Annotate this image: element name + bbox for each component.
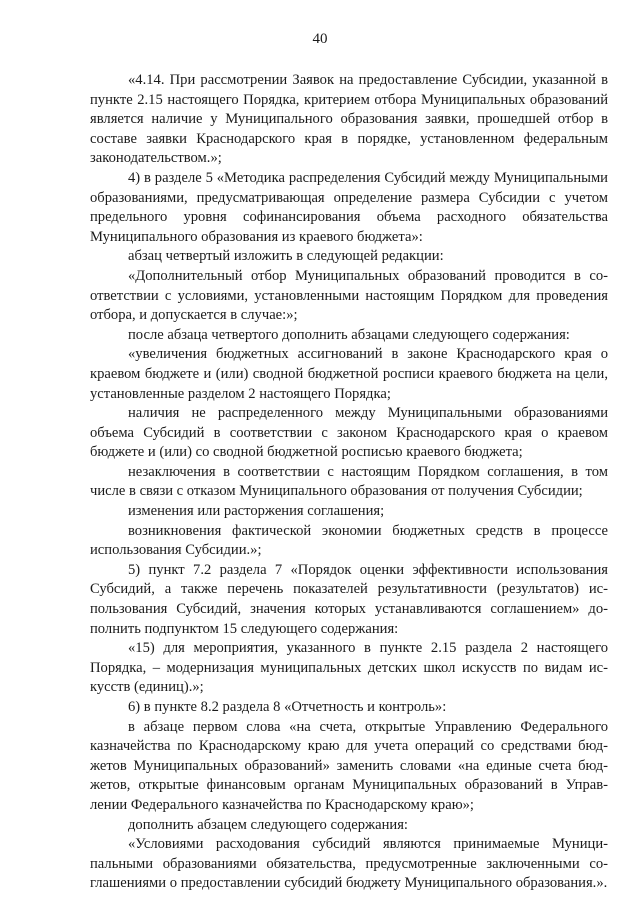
paragraph-amendment-section-7: 5) пункт 7.2 раздела 7 «Порядок оценки эффективности использования Субсидий, а также перечень показателей результативности (результатов) использования Субсидий, значения которых устанавливаются соглашением» дополнить подпунктом 15 следующего содержания: bbox=[90, 561, 608, 637]
paragraph-paragraph-four-instruction: абзац четвертый изложить в следующей редакции: bbox=[128, 248, 444, 265]
paragraph-amendment-section-5: 4) в разделе 5 «Методика распределения Субсидий между Муниципальными образованиями, предусматривающая определение размера Субсидии с учетом предельного уровня софинансирования объема расходного обязательства Муниципального образования из краевого бюджета»: bbox=[90, 169, 608, 245]
page-number: 40 bbox=[312, 31, 328, 47]
paragraph-case-agreement-change: изменения или расторжения соглашения; bbox=[128, 503, 385, 520]
paragraph-case-no-agreement: незаключения в соответствии с настоящим Порядком соглашения, в том числе в связи с отказом Муниципального образования от получения Субсидии; bbox=[90, 463, 608, 500]
paragraph-case-budget-increase: «увеличения бюджетных ассигнований в законе Краснодарского края о краевом бюджете и (или) сводной бюджетной росписи краевого бюджета на цели, установленные разделом 2 настоящего Порядка; bbox=[90, 346, 608, 402]
paragraph-add-instruction: дополнить абзацем следующего содержания: bbox=[128, 816, 408, 833]
paragraph-case-undistributed-volume: наличия не распределенного между Муниципальными образованиями объема Субсидий в соответствии с законом Краснодарского края о краевом бюджете и (или) со сводной бюджетной росписью краевого бюджета; bbox=[90, 405, 608, 461]
paragraph-supplement-instruction: после абзаца четвертого дополнить абзацами следующего содержания: bbox=[128, 326, 570, 343]
paragraph-case-budget-savings: возникновения фактической экономии бюджетных средств в процессе использования Субсидии.»; bbox=[90, 522, 608, 559]
paragraph-clause-4-14: «4.14. При рассмотрении Заявок на предоставление Субсидии, указанной в пункте 2.15 настоящего Порядка, критерием отбора Муниципальных образований является наличие у Муниципального образования заявки, прошедшей отбор в составе заявки Краснодарского края в порядке, установленном федеральным законодательством.»; bbox=[90, 72, 608, 167]
paragraph-additional-selection: «Дополнительный отбор Муниципальных образований проводится в соответствии с условиями, установленными настоящим Порядком для проведения отбора, и допускается в случае:»; bbox=[90, 267, 608, 324]
document-body bbox=[90, 71, 608, 894]
paragraph-subsidy-conditions: «Условиями расходования субсидий являются принимаемые Муниципальными образованиями обязательства, предусмотренные заключенными соглашениями о предоставлении субсидий бюджету Муниципального образования.». bbox=[90, 836, 608, 892]
paragraph-subclause-15: «15) для мероприятия, указанного в пункте 2.15 раздела 2 настоящего Порядка, – модернизация муниципальных детских школ искусств по видам искусств (единиц).»; bbox=[90, 640, 608, 696]
paragraph-words-replacement: в абзаце первом слова «на счета, открытые Управлению Федерального казначейства по Краснодарскому краю для учета операций со средствами бюджетов Муниципальных образований» заменить словами «на единые счета бюджетов, открытые финансовым органам Муниципальных образований в Управлении Федерального казначейства по Краснодарскому краю»; bbox=[90, 718, 608, 813]
paragraph-amendment-section-8: 6) в пункте 8.2 раздела 8 «Отчетность и контроль»: bbox=[128, 699, 447, 715]
